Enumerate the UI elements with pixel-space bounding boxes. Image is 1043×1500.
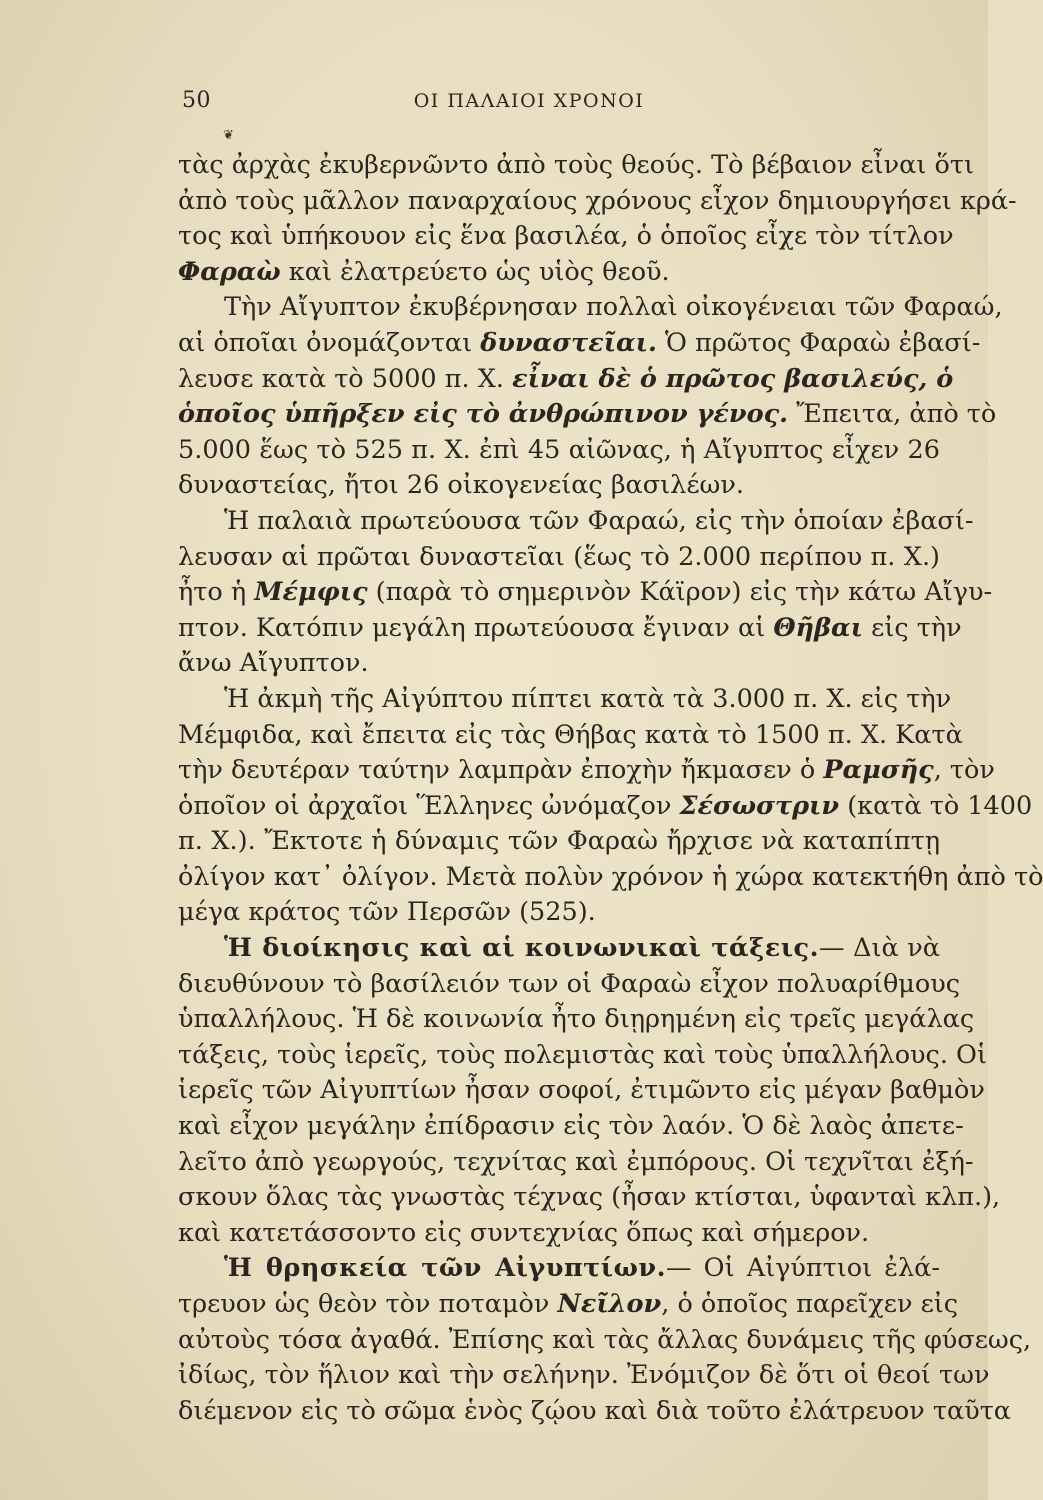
- text-segment: καὶ ἐλατρεύετο ὡς υἱὸς θεοῦ.: [280, 256, 670, 287]
- text-segment: τὰς ἀρχὰς ἐκυβερνῶντο ἀπὸ τοὺς θεούς. Τὸ βέβαιον εἶναι ὅτι: [178, 150, 974, 180]
- text-segment: ὁποῖον οἱ ἀρχαῖοι Ἕλληνες ὠνόμαζον: [178, 790, 680, 821]
- text-line: [178, 611, 962, 647]
- text-segment: καὶ κατετάσσοντο εἰς συντεχνίας ὅπως καὶ σήμερον.: [178, 1217, 870, 1248]
- text-line: [178, 1073, 985, 1109]
- text-segment: τος καὶ ὑπήκουον εἰς ἕνα βασιλέα, ὁ ὁποῖος εἶχε τὸν τίτλον: [178, 221, 954, 252]
- text-line: [178, 646, 940, 682]
- text-line: [178, 753, 995, 789]
- text-line: [178, 575, 993, 611]
- text-line: [178, 1287, 959, 1323]
- emphasis-text: Μέμφις: [254, 577, 368, 608]
- text-segment: αὐτοὺς τόσα ἀγαθά. Ἐπίσης καὶ τὰς ἄλλας δυνάμεις τῆς φύσεως,: [178, 1324, 1032, 1355]
- text-line: [178, 682, 952, 718]
- text-segment: ὑπαλλήλους. Ἡ δὲ κοινωνία ἦτο διῃρημένη εἰς τρεῖς μεγάλας: [178, 1004, 975, 1035]
- text-segment: λευσαν αἱ πρῶται δυναστεῖαι (ἕως τὸ 2.000 περίπου π. Χ.): [178, 541, 940, 572]
- text-line: [178, 219, 954, 255]
- text-line: [178, 433, 940, 469]
- emphasis-text: Σέσωστριν: [679, 790, 840, 821]
- text-segment: Ἡ παλαιὰ πρωτεύουσα τῶν Φαραώ, εἰς τὴν ὁποίαν ἐβασί-: [224, 505, 974, 536]
- text-segment: πτον. Κατόπιν μεγάλη πρωτεύουσα ἔγιναν αἱ: [178, 612, 774, 643]
- text-line: [178, 718, 963, 754]
- text-line: [178, 184, 1017, 220]
- text-segment: ἄνω Αἴγυπτον.: [178, 648, 369, 679]
- text-segment: Ἡ ἀκμὴ τῆς Αἰγύπτου πίπτει κατὰ τὰ 3.000 π. Χ. εἰς τὴν: [224, 683, 952, 714]
- text-line: [178, 1216, 940, 1252]
- text-segment: εἰς τὴν: [863, 612, 962, 643]
- text-line: [178, 860, 1043, 896]
- text-line: [178, 1145, 974, 1181]
- emphasis-text: Θῆβαι: [773, 612, 863, 643]
- emphasis-text: εἶναι δὲ ὁ πρῶτος βασιλεύς, ὁ: [512, 363, 954, 394]
- text-segment: ἱερεῖς τῶν Αἰγυπτίων ἦσαν σοφοί, ἐτιμῶντο εἰς μέγαν βαθμὸν: [178, 1075, 985, 1106]
- text-line: [178, 1394, 1012, 1430]
- text-segment: , ὁ ὁποῖος παρεῖχεν εἰς: [661, 1289, 959, 1319]
- running-title: ΟΙ ΠΑΛΑΙΟΙ ΧΡΟΝΟΙ: [413, 90, 645, 112]
- emphasis-text: δυναστεῖαι.: [480, 327, 657, 358]
- emphasis-text: Ραμσῆς: [823, 755, 934, 786]
- text-segment: σκουν ὅλας τὰς γνωστὰς τέχνας (ἦσαν κτίσται, ὑφανταὶ κλπ.),: [178, 1182, 1001, 1213]
- text-line: [178, 504, 974, 540]
- text-line: [178, 1038, 987, 1074]
- text-segment: μέγα κράτος τῶν Περσῶν (525).: [178, 897, 596, 928]
- text-segment: (παρὰ τὸ σημερινὸν Κάϊρον) εἰς τὴν κάτω Αἴγυ-: [367, 577, 993, 608]
- text-segment: τρευον ὡς θεὸν τὸν ποταμὸν: [178, 1289, 558, 1319]
- text-line: [178, 824, 940, 860]
- text-segment: π. Χ.). Ἔκτοτε ἡ δύναμις τῶν Φαραὼ ἤρχισε νὰ καταπίπτῃ: [178, 826, 940, 857]
- text-line: [178, 1358, 990, 1394]
- page-number: 50: [182, 88, 211, 113]
- body-text: [178, 148, 1043, 1429]
- text-segment: λευσε κατὰ τὸ 5000 π. Χ.: [178, 363, 513, 394]
- text-segment: τάξεις, τοὺς ἱερεῖς, τοὺς πολεμιστὰς καὶ τοὺς ὑπαλλήλους. Οἱ: [178, 1039, 987, 1070]
- text-segment: , τὸν: [933, 755, 995, 786]
- page-header: [0, 88, 988, 118]
- text-line: [178, 148, 974, 184]
- text-line: [178, 326, 981, 362]
- text-segment: αἱ ὁποῖαι ὀνομάζονται: [178, 327, 481, 358]
- text-line: [178, 290, 1003, 326]
- text-line: [178, 895, 940, 931]
- text-segment: Ὁ πρῶτος Φαραὼ ἐβασί-: [656, 327, 981, 358]
- text-line: [178, 1109, 964, 1145]
- emphasis-text: Φαραὼ: [178, 256, 281, 287]
- text-line: [178, 931, 940, 967]
- text-segment: (κατὰ τὸ 1400: [839, 790, 1033, 821]
- text-segment: Ἔπειτα, ἀπὸ τὸ: [788, 399, 997, 430]
- text-segment: 5.000 ἕως τὸ 525 π. Χ. ἐπὶ 45 αἰῶνας, ἡ Αἴγυπτος εἶχεν 26: [178, 434, 940, 465]
- text-segment: Μέμφιδα, καὶ ἔπειτα εἰς τὰς Θήβας κατὰ τὸ 1500 π. Χ. Κατὰ: [178, 719, 963, 750]
- text-segment: διέμενον εἰς τὸ σῶμα ἑνὸς ζῴου καὶ διὰ τοῦτο ἐλάτρευον ταῦτα: [178, 1395, 1012, 1426]
- text-segment: ἰδίως, τὸν ἥλιον καὶ τὴν σελήνην. Ἐνόμιζον δὲ ὅτι οἱ θεοί των: [178, 1360, 990, 1391]
- text-line: [178, 967, 961, 1003]
- text-line: [178, 1323, 1032, 1359]
- text-line: [178, 255, 940, 291]
- text-line: [178, 1180, 1001, 1216]
- text-segment: τὴν δευτέραν ταύτην λαμπρὰν ἐποχὴν ἤκμασεν ὁ: [178, 755, 824, 786]
- text-line: [178, 397, 997, 433]
- text-segment: διευθύνουν τὸ βασίλειόν των οἱ Φαραὼ εἶχον πολυαρίθμους: [178, 968, 961, 999]
- text-line: [178, 789, 1033, 825]
- text-line: [178, 540, 940, 576]
- text-segment: λεῖτο ἀπὸ γεωργούς, τεχνίτας καὶ ἐμπόρους. Οἱ τεχνῖται ἐξή-: [178, 1146, 974, 1177]
- text-segment: — Οἱ Αἰγύπτιοι ἐλά-: [665, 1253, 940, 1284]
- section-heading: Ἡ διοίκησις καὶ αἱ κοινωνικαὶ τάξεις.: [224, 933, 819, 964]
- text-line: [178, 468, 940, 504]
- text-segment: ἦτο ἡ: [178, 577, 255, 608]
- text-segment: δυναστείας, ἤτοι 26 οἰκογενείας βασιλέων.: [178, 470, 744, 501]
- text-line: [178, 1251, 940, 1287]
- text-segment: — Διὰ νὰ: [818, 933, 940, 964]
- text-segment: ἀπὸ τοὺς μᾶλλον παναρχαίους χρόνους εἶχον δημιουργήσει κρά-: [178, 185, 1017, 216]
- section-heading: Ἡ θρησκεία τῶν Αἰγυπτίων.: [224, 1253, 666, 1284]
- text-line: [178, 362, 954, 398]
- text-segment: καὶ εἶχον μεγάλην ἐπίδρασιν εἰς τὸν λαόν. Ὁ δὲ λαὸς ἀπετε-: [178, 1111, 964, 1142]
- emphasis-text: Νεῖλον: [557, 1289, 662, 1319]
- emphasis-text: ὁποῖος ὑπῆρξεν εἰς τὸ ἀνθρώπινον γένος.: [178, 399, 789, 430]
- text-line: [178, 1002, 975, 1038]
- ornament-mark-icon: ❦: [223, 128, 234, 143]
- text-segment: Τὴν Αἴγυπτον ἐκυβέρνησαν πολλαὶ οἰκογένειαι τῶν Φαραώ,: [224, 292, 1003, 323]
- text-segment: ὀλίγον κατ᾽ ὀλίγον. Μετὰ πολὺν χρόνον ἡ χώρα κατεκτήθη ἀπὸ τὸ: [178, 861, 1043, 892]
